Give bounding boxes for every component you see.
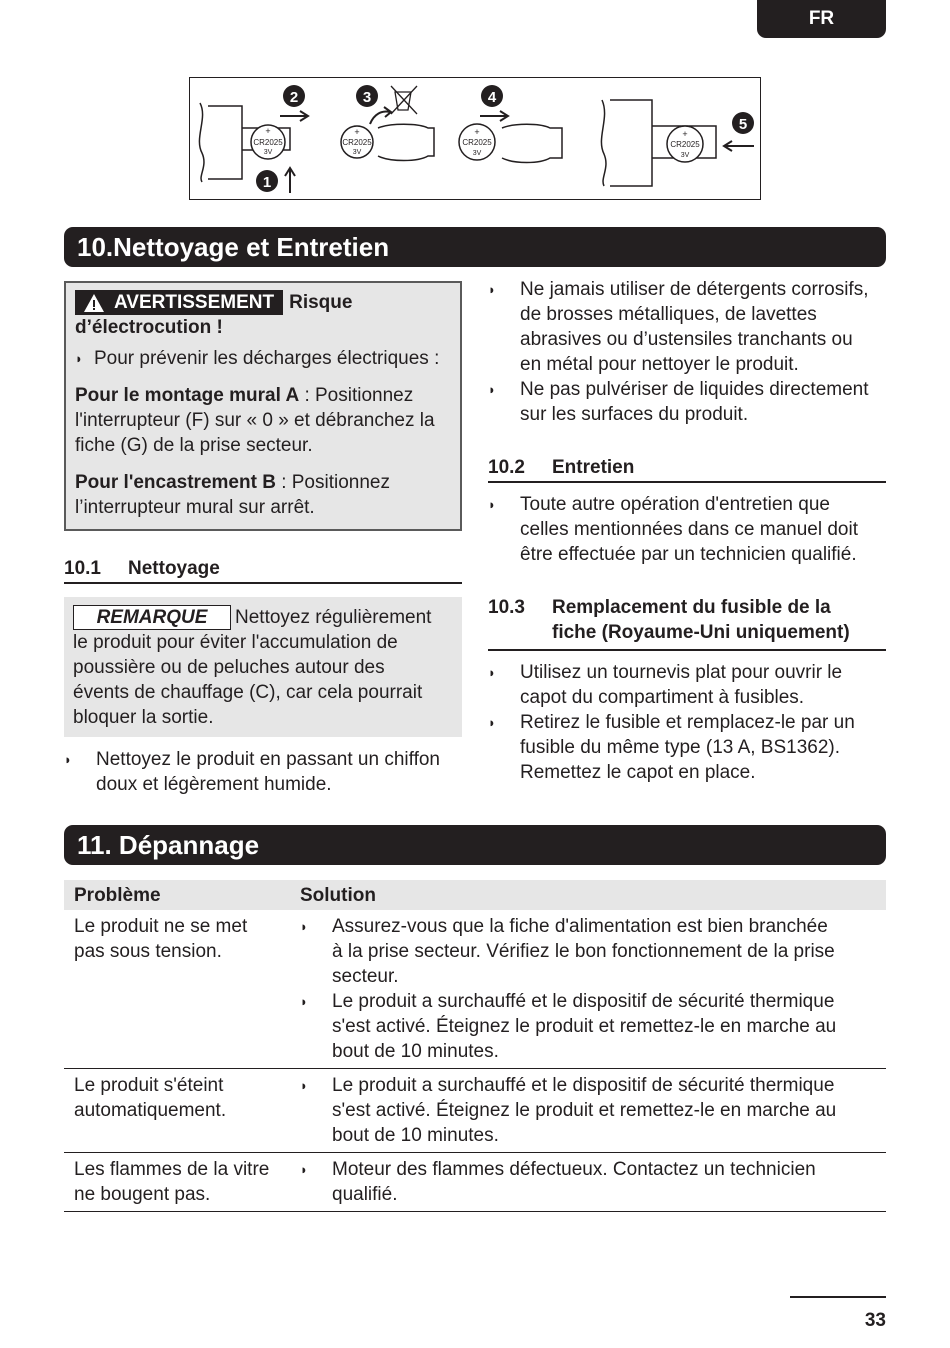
svg-text:3V: 3V: [680, 152, 690, 159]
svg-text:CR2025: CR2025: [253, 138, 283, 147]
list-item: ◗ Assurez-vous que la fiche d'alimentation est bien branchée à la prise secteur. Vérifiez le bon fonctionnement de la prise secteur.: [300, 916, 835, 987]
fuse-list: [488, 660, 886, 785]
curved-arrow-icon: [370, 107, 391, 124]
warning-triangle-icon: [83, 293, 105, 313]
list-item: ◗ Retirez le fusible et remplacez-le par un fusible du même type (13 A, BS1362). Remettez le capot en place.: [488, 712, 855, 783]
solution-cell: [290, 1069, 886, 1153]
svg-text:CR2025: CR2025: [462, 138, 492, 147]
warning-box: [64, 281, 462, 531]
bullet-icon: ◗: [300, 994, 308, 1009]
troubleshooting-table: [64, 880, 886, 1212]
note-label: REMARQUE: [73, 605, 231, 630]
svg-text:+: +: [682, 129, 688, 139]
bullet-icon: ◗: [488, 715, 496, 730]
battery-replacement-figure: [189, 77, 761, 200]
section-title-cleaning: 10.Nettoyage et Entretien: [64, 227, 886, 267]
battery-coin-1: [251, 125, 285, 159]
bullet-icon: ◗: [488, 497, 496, 512]
list-item: ◗ Utilisez un tournevis plat pour ouvrir le capot du compartiment à fusibles.: [488, 662, 843, 708]
solution-cell: [290, 1153, 886, 1212]
note-text: Nettoyez régulièrement: [235, 607, 432, 628]
svg-text:CR2025: CR2025: [670, 140, 700, 149]
bullet-icon: ◗: [64, 752, 72, 767]
column-header-solution: Solution: [290, 880, 886, 910]
warning-paragraph-recessed: Pour l'encastrement B : Positionnez l’interrupteur mural sur arrêt.: [75, 472, 390, 518]
problem-cell: Les flammes de la vitre ne bougent pas.: [64, 1153, 290, 1212]
warning-bullet-text: Pour prévenir les décharges électriques :: [94, 348, 440, 369]
bullet-icon: ◗: [75, 351, 83, 366]
list-item: ◗ Toute autre opération d'entretien que celles mentionnées dans ce manuel doit être effectuée par un technicien qualifié.: [488, 494, 858, 565]
step-badge-4: [481, 85, 503, 107]
list-item: ◗ Ne jamais utiliser de détergents corrosifs, de brosses métalliques, de lavettes abrasives ou d’ustensiles tranchants ou en métal pour nettoyer le produit.: [488, 279, 869, 375]
footer-rule: [790, 1296, 886, 1298]
battery-holder-2: [378, 124, 434, 160]
subheading-cleaning: 10.1 Nettoyage: [64, 556, 462, 584]
column-header-problem: Problème: [64, 880, 290, 910]
recycle-bin-icon: [391, 86, 417, 114]
table-row: [64, 1069, 886, 1153]
subheading-maintenance: 10.2 Entretien: [488, 455, 886, 483]
list-item: ◗ Le produit a surchauffé et le dispositif de sécurité thermique s'est activé. Éteignez le produit et remettez-le en marche au bout de 10 minutes.: [300, 991, 837, 1062]
list-item: ◗ Moteur des flammes défectueux. Contactez un technicien qualifié.: [300, 1159, 816, 1205]
bullet-icon: ◗: [300, 1078, 308, 1093]
page-number: 33: [864, 1310, 886, 1331]
note-box: REMARQUE Nettoyez régulièrement le produit pour éviter l'accumulation de poussière ou de peluches autour des évents de chauffage (C), car cela pourrait bloquer la sortie.: [64, 597, 462, 737]
svg-text:3V: 3V: [472, 150, 482, 157]
list-item: ◗ Nettoyez le produit en passant un chiffon doux et légèrement humide.: [64, 749, 440, 795]
bullet-icon: ◗: [488, 382, 496, 397]
arrow-right-icon: [480, 111, 508, 121]
problem-cell: Le produit s'éteint automatiquement.: [64, 1069, 290, 1153]
language-tab: FR: [757, 0, 886, 38]
warning-heading-line2: d’électrocution !: [75, 317, 223, 338]
step-badge-3: [356, 85, 378, 107]
arrow-right-icon: [280, 111, 308, 121]
svg-text:+: +: [265, 126, 271, 136]
bullet-icon: ◗: [300, 1162, 308, 1177]
cleaning-warnings-list: [488, 277, 886, 427]
arrow-up-icon: [285, 168, 295, 193]
svg-text:3V: 3V: [263, 149, 273, 156]
battery-coin-2: [341, 126, 373, 158]
problem-cell: Le produit ne se met pas sous tension.: [64, 910, 290, 1069]
svg-text:3: 3: [362, 89, 372, 106]
arrow-left-icon: [724, 141, 754, 151]
battery-coin-5: [667, 126, 703, 162]
battery-holder-3: [502, 124, 562, 162]
table-header-row: [64, 880, 886, 910]
svg-text:+: +: [474, 127, 480, 137]
svg-text:CR2025: CR2025: [342, 138, 372, 147]
svg-text:5: 5: [738, 116, 748, 133]
section-title-troubleshooting: 11. Dépannage: [64, 825, 886, 865]
battery-coin-3: [459, 124, 495, 160]
table-row: [64, 910, 886, 1069]
warning-heading: Risque: [289, 292, 353, 313]
step-badge-5: [732, 112, 754, 134]
list-item: ◗ Le produit a surchauffé et le dispositif de sécurité thermique s'est activé. Éteignez le produit et remettez-le en marche au bout de 10 minutes.: [300, 1075, 837, 1146]
list-item: ◗ Ne pas pulvériser de liquides directement sur les surfaces du produit.: [488, 379, 869, 425]
subheading-fuse: 10.3 Remplacement du fusible de la fiche (Royaume-Uni uniquement): [488, 595, 886, 651]
svg-text:3V: 3V: [352, 149, 362, 156]
solution-cell: [290, 910, 886, 1069]
warning-label: AVERTISSEMENT: [75, 290, 283, 315]
maintenance-list: [488, 492, 886, 567]
svg-text:2: 2: [289, 89, 299, 106]
svg-text:1: 1: [262, 174, 272, 191]
step-badge-1: [256, 170, 278, 192]
bullet-icon: ◗: [300, 919, 308, 934]
bullet-icon: ◗: [488, 665, 496, 680]
table-row: [64, 1153, 886, 1212]
svg-text:+: +: [354, 127, 360, 137]
cleaning-bullet-list: [64, 747, 462, 797]
warning-paragraph-wall: Pour le montage mural A : Positionnez l'interrupteur (F) sur « 0 » et débranchez la fiche (G) de la prise secteur.: [75, 385, 435, 456]
step-badge-2: [283, 85, 305, 107]
bullet-icon: ◗: [488, 282, 496, 297]
svg-text:4: 4: [487, 89, 497, 106]
